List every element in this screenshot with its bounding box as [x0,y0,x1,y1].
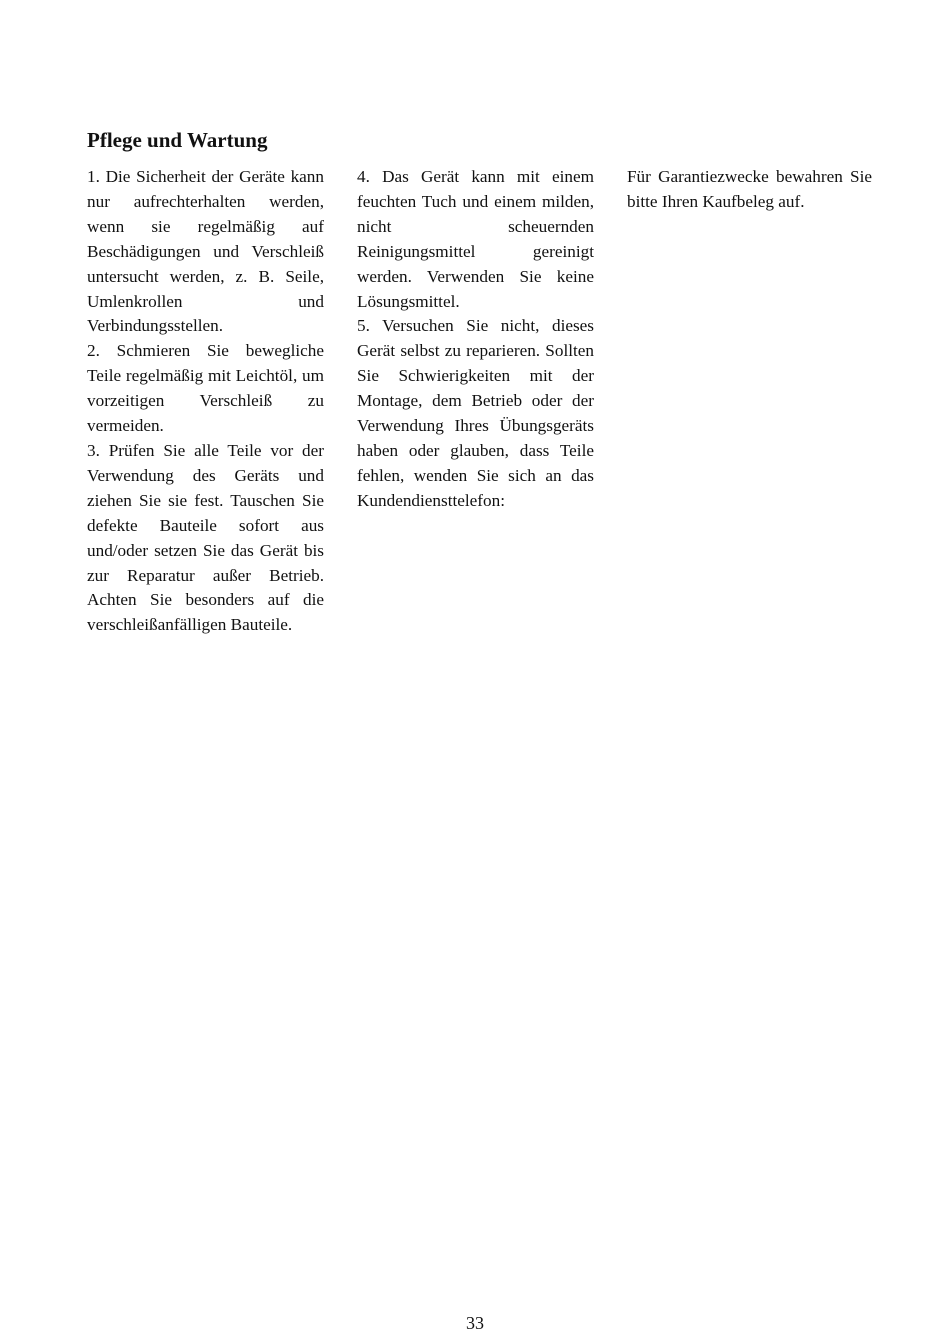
text-column-right [627,165,872,215]
maintenance-item-2: 2. Schmieren Sie bewegliche Teile regelmäßig mit Leichtöl, um vorzeitigen Verschleiß zu vermeiden. [87,341,324,436]
maintenance-item-3: 3. Prüfen Sie alle Teile vor der Verwendung des Geräts und ziehen Sie sie fest. Tauschen Sie defekte Bauteile sofort aus und/oder setzen Sie das Gerät bis zur Reparatur außer Betrieb. Achten Sie besonders auf die verschleißanfälligen Bauteile. [87,440,324,635]
page-number: 33 [466,1313,484,1333]
warranty-note: Für Garantiezwecke bewahren Sie bitte Ihren Kaufbeleg auf. [627,167,872,211]
maintenance-item-1: 1. Die Sicherheit der Geräte kann nur aufrechterhalten werden, wenn sie regelmäßig auf Beschädigungen und Verschleiß untersucht werden, z. B. Seile, Umlenkrollen und Verbindungsstellen. [87,167,324,336]
maintenance-item-4: 4. Das Gerät kann mit einem feuchten Tuch und einem milden, nicht scheuernden Reinigungsmittel gereinigt werden. Verwenden Sie keine Lösungsmittel. [357,167,594,311]
maintenance-item-5: 5. Versuchen Sie nicht, dieses Gerät selbst zu reparieren. Sollten Sie Schwierigkeiten mit der Montage, dem Betrieb oder der Verwendung Ihres Übungsgeräts haben oder glauben, dass Teile fehlen, wenden Sie sich an das Kundendiensttelefon: [357,316,594,510]
text-column-left [87,165,324,638]
section-heading: Pflege und Wartung [87,128,268,152]
text-column-middle [357,165,594,514]
